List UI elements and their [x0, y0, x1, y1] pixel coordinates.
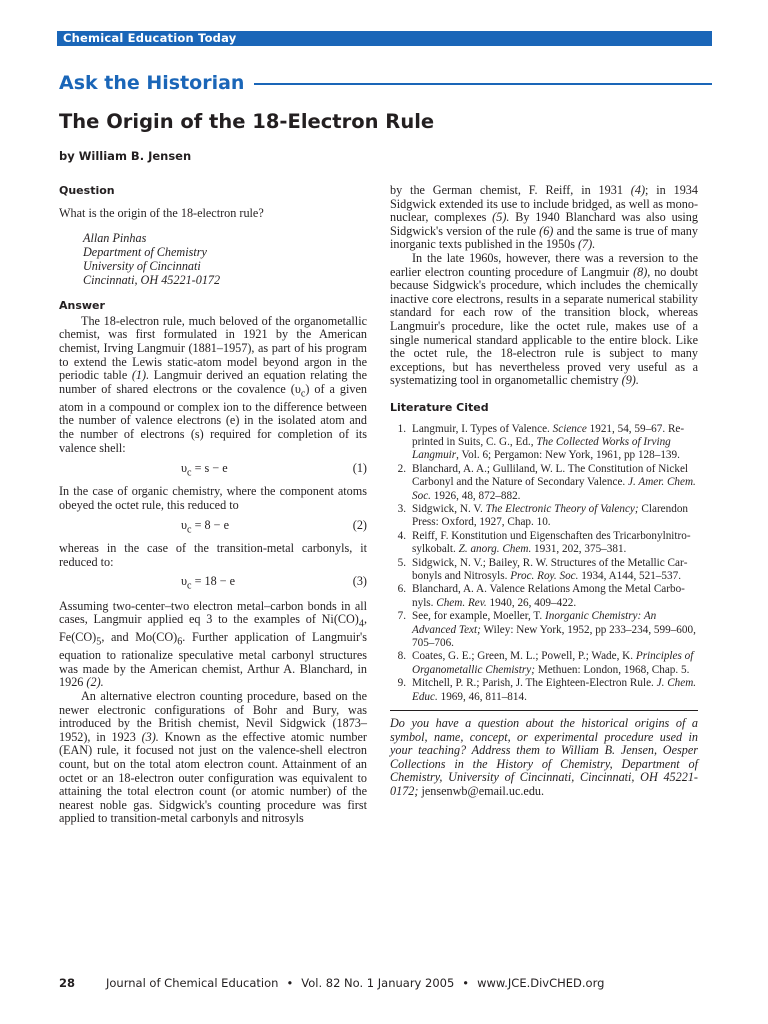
column-rule	[254, 83, 712, 85]
reference-number: 2.	[397, 462, 406, 475]
reference-text: Coates, G. E.; Green, M. L.; Powell, P.; Wade, K. Principles of Organometallic Chemistry; Methuen: London, 1968, Chap. 5.	[412, 650, 694, 676]
reference-item	[390, 530, 698, 557]
reference-text: Sidgwick, N. V. The Electronic Theory of Valency; Clarendon Press: Oxford, 1927, Chap. 10.	[412, 502, 689, 529]
answer-paragraph: Assuming two-center–two electron metal–carbon bonds in all cases, Langmuir applied eq 3 to the examples of $Ni(CO)_4$, $Fe(CO)_5$, and $Mo(CO)_6$. Further application of Langmuir's equation to rationalize speculative metal carbonyl structures was made by the American chemist, Arthur A. Blanchard, in 1926 (2).	[59, 598, 367, 690]
question-text: What is the origin of the 18-electron rule?	[59, 205, 264, 220]
reference-item	[390, 463, 698, 503]
reference-number: 6.	[397, 583, 406, 596]
reference-number: 1.	[397, 422, 406, 435]
equation-1: $\upsilon_c = s - e$ (1)	[181, 461, 367, 479]
answer-heading: Answer	[59, 299, 105, 313]
question-heading: Question	[59, 184, 115, 197]
footer-bullet: •	[286, 976, 294, 990]
page-footer	[59, 976, 719, 992]
reference-text: Sidgwick, N. V.; Bailey, R. W. Structures of the Metallic Carbonyls and Nitrosyls. Proc. Roy. Soc. 1934, A144, 521–537.	[412, 556, 688, 582]
footer-bullet: •	[462, 976, 470, 990]
column-header	[59, 70, 712, 96]
reference-item	[390, 610, 698, 650]
reference-list	[390, 423, 698, 705]
answer-paragraph: In the late 1960s, however, there was a reversion to the earlier electron counting procedure of Langmuir (8), no doubt because Sidgwick's procedure, which includes the chemically inactive core electrons, results in a separate numerical stability standard for each row of the transition block, whereas Langmuir's procedure, like the octet rule, makes use of a single numerical standard applicable to the entire block. Like the octet rule, the 18-electron rule is subject to many exceptions, but has nevertheless proved very useful as a systematizing tool in organometallic chemistry (9).	[390, 250, 698, 388]
answer-paragraph: by the German chemist, F. Reiff, in 1931 (4); in 1934 Sidgwick extended its use to include bridged, as well as mononuclear, complexes (5). By 1940 Blanchard was also using Sidgwick's version of the rule (6) and the same is true of many inorganic texts published in the 1950s (7).	[390, 183, 698, 252]
reference-item	[390, 583, 698, 610]
citation: (2).	[86, 675, 104, 690]
reference-item	[390, 423, 698, 463]
equation-3: $\upsilon_c = 18 - e$ (3)	[181, 573, 367, 592]
reference-text: See, for example, Moeller, T. Inorganic Chemistry: An Advanced Text; Wiley: New York, 1952, pp 233–234, 599–600, 705–706.	[412, 610, 696, 649]
journal-name: Journal of Chemical Education	[106, 976, 279, 990]
reference-item	[390, 650, 698, 677]
citation: (1).	[131, 368, 150, 383]
citation: (3).	[141, 729, 159, 744]
reference-text: Reiff, F. Konstitution und Eigenschaften des Tricarbonylnitrosylkobalt. Z. anorg. Chem. 1931, 202, 375–381.	[412, 529, 691, 556]
asker-name: Allan Pinhas	[83, 231, 147, 246]
reference-number: 9.	[397, 677, 406, 690]
answer-paragraph: whereas in the case of the transition-metal carbonyls, it reduced to:	[59, 541, 367, 569]
reference-item	[390, 677, 698, 704]
reference-text: Blanchard, A. A.; Gulliland, W. L. The Constitution of Nickel Carbonyl and the Nature of Secondary Valence. J. Amer. Chem. Soc. 1926, 48, 872–882.	[412, 462, 696, 502]
byline: by William B. Jensen	[59, 149, 192, 163]
asker-department: Department of Chemistry	[83, 245, 207, 260]
reference-number: 3.	[397, 502, 406, 515]
answer-paragraph: The 18-electron rule, much beloved of the organometallic chemist, was first formulated in 1921 by the American chemist, Irving Langmuir (1881–1957), as part of his program to extend the Lewis static-atom model beyond argon in the periodic table (1). Langmuir derived an equation relating the number of shared electrons or the covalence $(\upsilon_c)$ of a given atom in a compound or complex ion to the difference between the number of valence electrons (e) in the isolated atom and the number of electrons (s) required for completion of its valence shell:	[59, 313, 368, 455]
asker-university: University of Cincinnati	[83, 259, 201, 274]
reference-number: 5.	[397, 556, 406, 569]
reference-text: Blanchard, A. A. Valence Relations Among the Metal Carbonyls. Chem. Rev. 1940, 26, 409–422.	[412, 583, 685, 609]
reference-number: 4.	[397, 529, 406, 542]
reference-item	[390, 503, 698, 530]
question-asker	[59, 231, 367, 287]
section-label: Chemical Education Today	[57, 31, 712, 46]
reference-number: 8.	[397, 650, 406, 663]
page-number: 28	[59, 976, 76, 990]
reference-text: Langmuir, I. Types of Valence. Science 1921, 54, 59–67. Reprinted in Suits, C. G., Ed., The Collected Works of Irving Langmuir, Vol. 6; Pergamon: New York, 1961, pp 128–139.	[412, 422, 685, 462]
reference-text: Mitchell, P. R.; Parish, J. The Eighteen-Electron Rule. J. Chem. Educ. 1969, 46, 811–814.	[412, 677, 697, 703]
reference-item	[390, 557, 698, 584]
literature-heading: Literature Cited	[390, 400, 489, 414]
equation-2: $\upsilon_c = 8 - e$ (2)	[181, 518, 367, 536]
journal-url[interactable]: www.JCE.DivCHED.org	[477, 976, 605, 990]
column-title: Ask the Historian	[59, 72, 245, 94]
answer-paragraph: In the case of organic chemistry, where the component atoms obeyed the octet rule, this reduced to	[59, 484, 367, 512]
contact-email[interactable]: jensenwb@email.uc.edu.	[421, 784, 545, 798]
submission-note: Do you have a question about the historical origins of a symbol, name, concept, or experimental procedure used in your teaching? Address them to William B. Jensen, Oesper Collections in the History of Chemistry, Department of Chemistry, University of Cincinnati, Cincinnati, OH 45221-0172; jensenwb@email.uc.edu.	[390, 716, 698, 798]
query-divider	[390, 710, 698, 711]
asker-city: Cincinnati, OH 45221-0172	[83, 273, 221, 288]
right-column	[390, 184, 698, 799]
journal-issue: Vol. 82 No. 1 January 2005	[301, 976, 455, 990]
reference-number: 7.	[397, 610, 406, 623]
answer-paragraph: An alternative electron counting procedure, based on the newer electronic configurations of Bohr and Bury, was introduced by the British chemist, Nevil Sidgwick (1873–1952), in 1923 (3). Known as the effective atomic number (EAN) rule, it focused not just on the valence-shell electron count, but on the total atom electron count. Attainment of an octet or an 18-electron outer configuration was equivalent to attaining the total electron count (or atomic number) of the nearest noble gas. Sidgwick's counting procedure was first applied to transition-metal carbonyls and nitrosyls	[59, 689, 367, 826]
left-column	[59, 184, 367, 826]
article-title: The Origin of the 18-Electron Rule	[59, 110, 435, 133]
